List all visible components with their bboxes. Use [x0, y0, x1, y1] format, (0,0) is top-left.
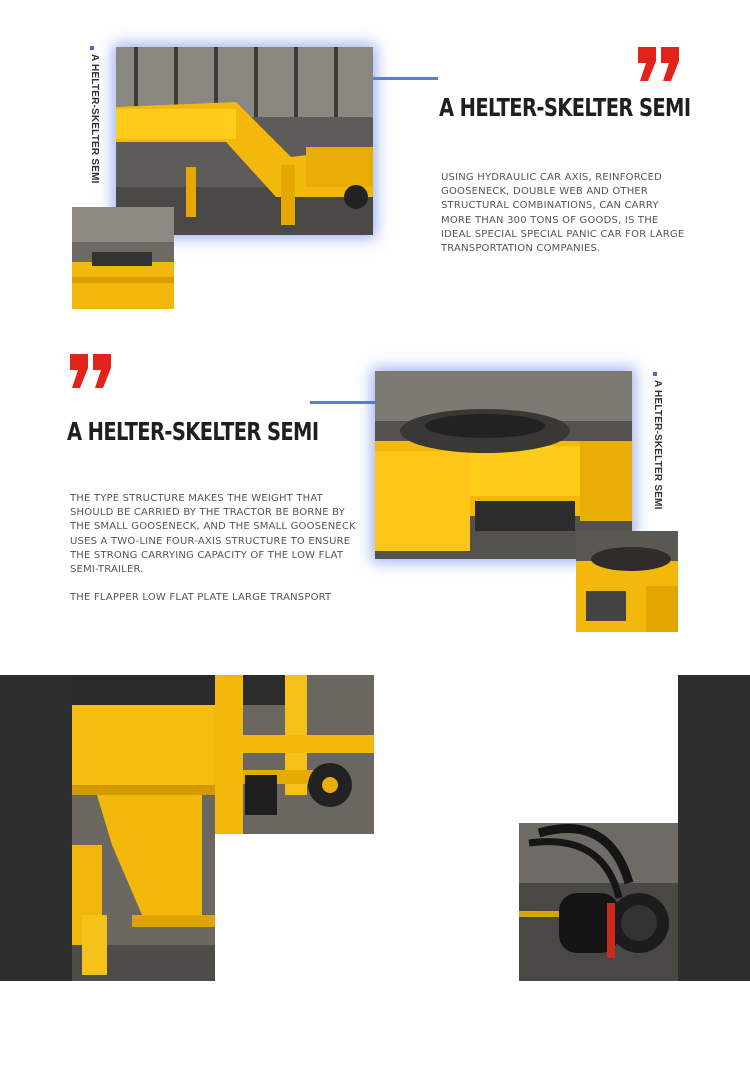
paragraph-line: GOOSENECK, DOUBLE WEB AND OTHER [441, 186, 649, 198]
paragraph-line: THE SMALL GOOSENECK, AND THE SMALL GOOSENECK [70, 521, 356, 533]
paragraph-line: THE TYPE STRUCTURE MAKES THE WEIGHT THAT [70, 493, 323, 504]
paragraph-line: TRANSPORTATION COMPANIES. [441, 243, 601, 255]
section-heading-1: A HELTER-SKELTER SEMI [439, 93, 691, 122]
paragraph-line: STRUCTURAL COMBINATIONS, CAN CARRY [441, 200, 659, 212]
section-paragraph-2 [70, 492, 370, 605]
dark-band-left [0, 675, 72, 981]
paragraph-line: USING HYDRAULIC CAR AXIS, REINFORCED [441, 172, 663, 183]
paragraph-line [70, 577, 370, 591]
accent-bar-1 [373, 77, 438, 80]
vertical-label-1: A HELTER-SKELTER SEMI [89, 54, 100, 184]
trailer-photo-small-1 [72, 207, 174, 309]
dark-band-right [678, 675, 750, 981]
paragraph-line: MORE THAN 300 TONS OF GOODS, IS THE [441, 214, 659, 226]
vertical-label-2: A HELTER-SKELTER SEMI [652, 380, 663, 510]
label-marker [653, 372, 657, 376]
accent-bar-2 [310, 401, 375, 404]
label-marker [90, 46, 94, 50]
paragraph-line: USES A TWO-LINE FOUR-AXIS STRUCTURE TO ENSURE [70, 535, 351, 547]
paragraph-line: THE FLAPPER LOW FLAT PLATE LARGE TRANSPORT [70, 592, 332, 604]
gallery-photo-axle [215, 675, 374, 834]
paragraph-line: SHOULD BE CARRIED BY THE TRACTOR BE BORNE BY [70, 507, 345, 519]
trailer-photo-small-2 [576, 531, 678, 632]
section-heading-2: A HELTER-SKELTER SEMI [67, 417, 319, 446]
gallery-photo-brake [519, 823, 678, 981]
section-paragraph-1 [441, 171, 731, 256]
paragraph-line: THE STRONG CARRYING CAPACITY OF THE LOW FLAT [70, 549, 344, 561]
gallery-photo-gooseneck [72, 675, 215, 981]
quote-mark-icon [68, 352, 114, 392]
quote-mark-icon [636, 45, 682, 85]
paragraph-line: IDEAL SPECIAL SPECIAL PANIC CAR FOR LARGE [441, 228, 685, 240]
paragraph-line: SEMI-TRAILER. [70, 564, 144, 576]
